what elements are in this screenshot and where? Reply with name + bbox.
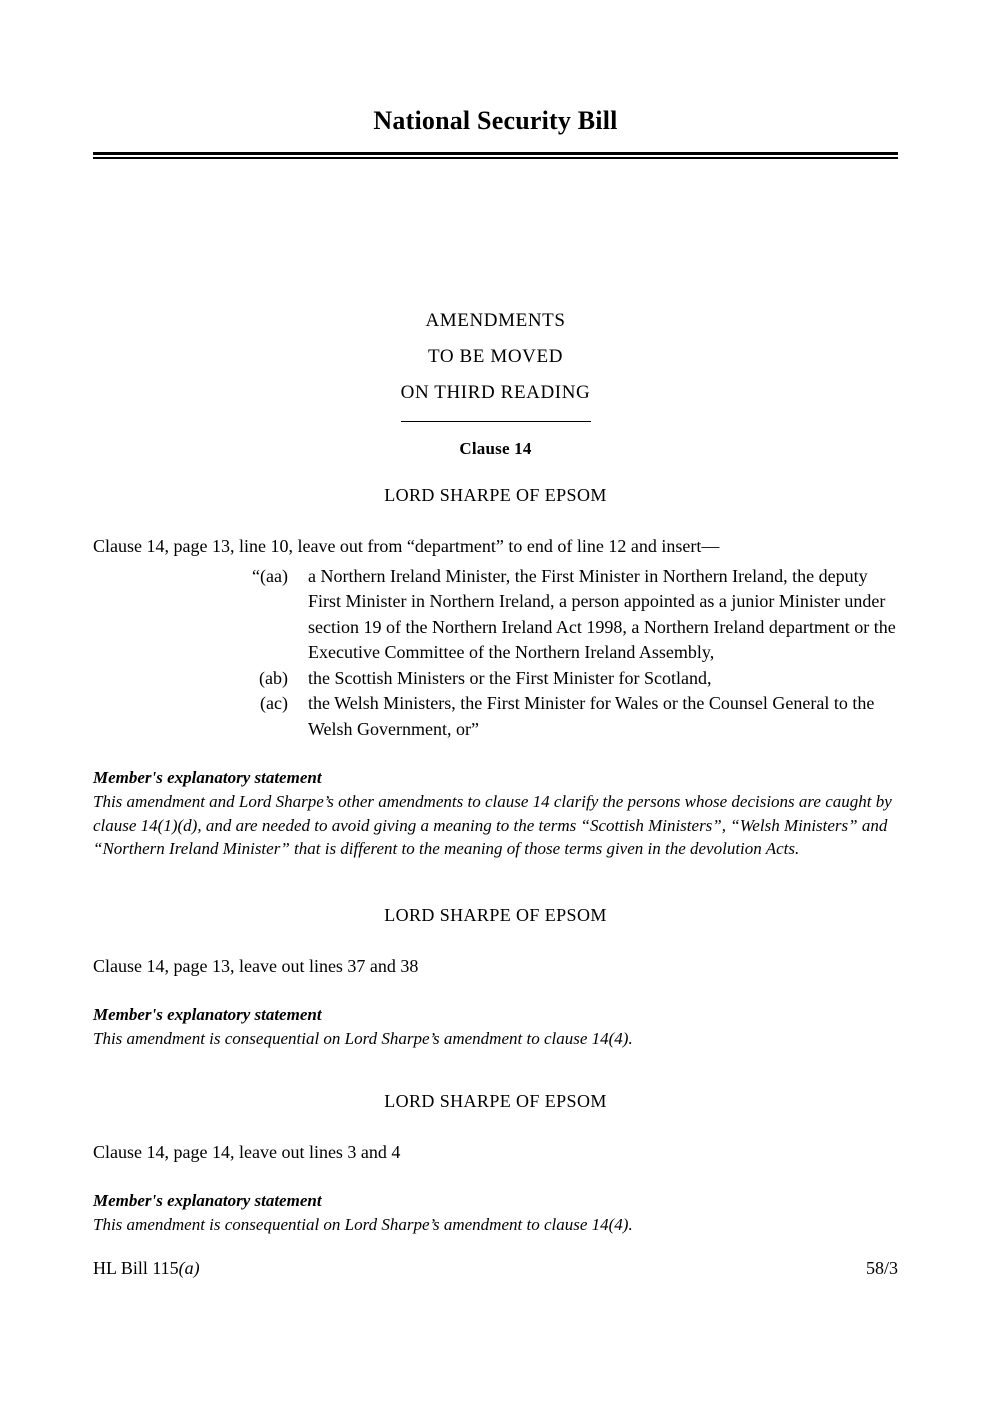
list-item [93, 691, 898, 742]
amendment-instruction: Clause 14, page 14, leave out lines 3 and 4 [93, 1142, 401, 1163]
amendment-instruction: Clause 14, page 13, line 10, leave out from “department” to end of line 12 and insert— [93, 535, 720, 556]
bill-number-text: HL Bill 115 [93, 1258, 179, 1278]
explanatory-statement-title: Member's explanatory statement [93, 768, 322, 788]
amendments-heading-block [93, 303, 898, 422]
explanatory-statement-title: Member's explanatory statement [93, 1004, 322, 1024]
explanatory-statement [93, 1189, 898, 1237]
explanatory-statement [93, 1003, 898, 1051]
explanatory-statement-title: Member's explanatory statement [93, 1191, 322, 1211]
bill-number-suffix: (a) [178, 1258, 200, 1278]
list-item-text: a Northern Ireland Minister, the First Minister in Northern Ireland, the deputy First Minister in Northern Ireland, a person appointed as a junior Minister under section 19 of the Northern Ireland Act 1998, a Northern Ireland department or the Executive Committee of the Northern Ireland Assembly, [308, 565, 896, 663]
clause-title: Clause 14 [459, 438, 532, 458]
heading-short-rule [401, 421, 591, 422]
amendment-block [93, 905, 898, 1051]
list-item-text: the Scottish Ministers or the First Minister for Scotland, [308, 667, 712, 688]
page-number: 58/3 [865, 1258, 898, 1278]
amendment-sponsor: LORD SHARPE OF EPSOM [384, 904, 607, 925]
amendment-sponsor: LORD SHARPE OF EPSOM [384, 1091, 607, 1112]
page-content [93, 0, 898, 1237]
amendment-block [93, 485, 898, 861]
list-item [93, 564, 898, 666]
list-item-text: the Welsh Ministers, the First Minister for Wales or the Counsel General to the Welsh Government, or” [308, 693, 875, 739]
page-title: National Security Bill [373, 106, 618, 135]
list-item-marker: (ab) [259, 667, 288, 688]
list-item-marker: “(aa) [252, 565, 288, 586]
bill-number [93, 1258, 200, 1279]
explanatory-statement-body: This amendment is consequential on Lord Sharpe’s amendment to clause 14(4). [93, 1028, 633, 1048]
list-item-marker: (ac) [260, 693, 288, 714]
amendment-instruction: Clause 14, page 13, leave out lines 37 and 38 [93, 955, 419, 976]
list-item [93, 666, 898, 692]
explanatory-statement-body: This amendment is consequential on Lord Sharpe’s amendment to clause 14(4). [93, 1215, 633, 1235]
heading-line-on-third-reading: ON THIRD READING [400, 381, 591, 403]
title-double-rule [93, 152, 898, 159]
amendment-sub-list [93, 564, 898, 743]
heading-line-amendments: AMENDMENTS [425, 309, 566, 331]
amendment-block [93, 1091, 898, 1237]
explanatory-statement-body: This amendment and Lord Sharpe’s other amendments to clause 14 clarify the persons whose decisions are caught by clause 14(1)(d), and are needed to avoid giving a meaning to the terms “Scottish Ministers”, “Welsh Ministers” and “Northern Ireland Minister” that is different to the meaning of those terms given in the devolution Acts. [93, 792, 892, 859]
heading-line-to-be-moved: TO BE MOVED [427, 345, 564, 367]
page-footer [93, 1258, 898, 1279]
amendment-sponsor: LORD SHARPE OF EPSOM [384, 484, 607, 505]
explanatory-statement [93, 766, 898, 861]
